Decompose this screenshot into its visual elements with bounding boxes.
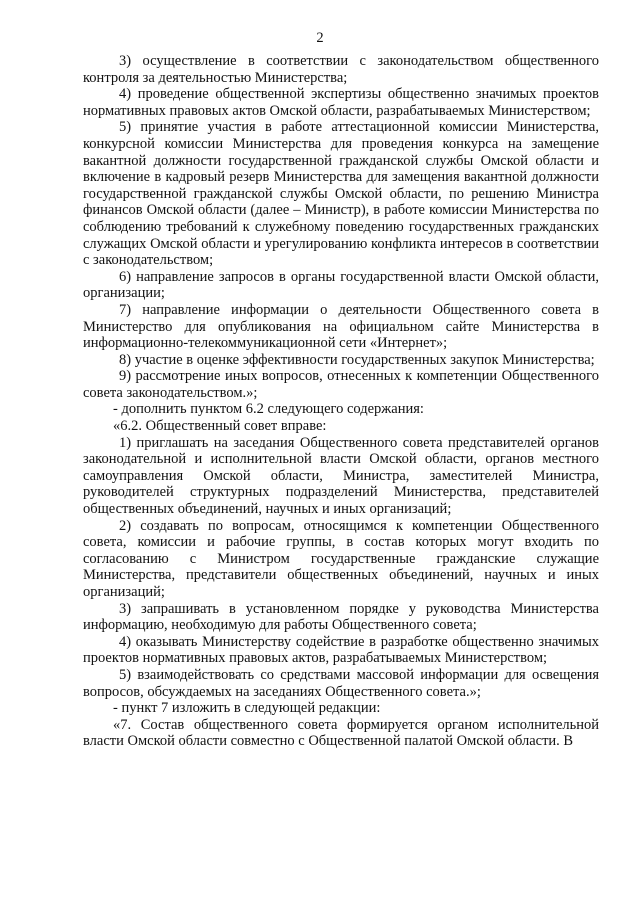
paragraph-item-8: 8) участие в оценке эффективности государственных закупок Министерства; [119, 351, 595, 368]
paragraph-right-5: 5) взаимодействовать со средствами массовой информации для освещения вопросов, обсуждаемых на заседаниях Общественного совета.»; [83, 666, 599, 700]
paragraph-6-2-heading: «6.2. Общественный совет вправе: [113, 418, 327, 435]
paragraph-item-4: 4) проведение общественной экспертизы общественно значимых проектов нормативных правовых актов Омской области, разрабатываемых Министерством; [83, 86, 599, 119]
paragraph-item-7: 7) направление информации о деятельности Общественного совета в Министерство для опубликования на официальном сайте Министерства в информационно-телекоммуникационной сети «Интернет»; [83, 301, 599, 352]
paragraph-right-3: 3) запрашивать в установленном порядке у руководства Министерства информацию, необходимую для работы Общественного совета; [83, 600, 599, 634]
paragraph-item-5: 5) принятие участия в работе аттестационной комиссии Министерства, конкурсной комиссии Министерства для проведения конкурса на замещение вакантной должности государственной гражданской службы Омской области и включение в кадровый резерв Министерства для замещения вакантной должности государственной гражданской службы Омской области, по решению Министра финансов Омской области (далее – Министр), в работе комиссии Министерства по соблюдению требований к служебному поведению государственных гражданских служащих Омской области и урегулированию конфликта интересов в соответствии с законодательством; [83, 119, 599, 269]
document-body [83, 53, 599, 750]
paragraph-item-3: 3) осуществление в соответствии с законодательством общественного контроля за деятельностью Министерства; [83, 53, 599, 86]
paragraph-item-6: 6) направление запросов в органы государственной власти Омской области, организации; [83, 268, 599, 302]
paragraph-right-4: 4) оказывать Министерству содействие в разработке общественно значимых проектов нормативных правовых актов, разрабатываемых Министерством; [83, 633, 599, 667]
paragraph-item-9: 9) рассмотрение иных вопросов, отнесенных к компетенции Общественного совета законодательством.»; [83, 368, 599, 401]
paragraph-amendment-6-2: - дополнить пунктом 6.2 следующего содержания: [113, 401, 424, 418]
page-number: 2 [316, 30, 324, 46]
paragraph-right-2: 2) создавать по вопросам, относящимся к компетенции Общественного совета, комиссии и рабочие группы, в состав которых могут входить по согласованию с Министром государственные гражданские служащие Министерства, представители общественных объединений, научных и иных организаций; [83, 517, 599, 600]
paragraph-amendment-7: - пункт 7 изложить в следующей редакции: [113, 700, 381, 717]
paragraph-right-1: 1) приглашать на заседания Общественного совета представителей органов законодательной и исполнительной власти Омской области, органов местного самоуправления Омской области, Министра, заместителей Министра, руководителей структурных подразделений Министерства, представителей общественных объединений, научных и иных организаций; [83, 434, 599, 518]
paragraph-7-text: «7. Состав общественного совета формируется органом исполнительной власти Омской области совместно с Общественной палатой Омской области. В [83, 716, 599, 750]
